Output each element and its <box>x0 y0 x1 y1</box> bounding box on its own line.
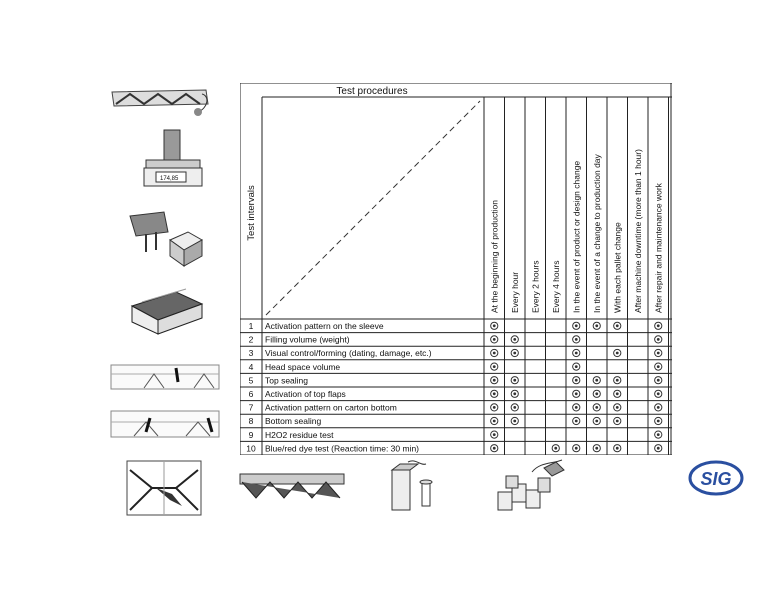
check-mark-dot <box>616 379 619 382</box>
check-mark-dot <box>493 406 496 409</box>
check-mark-dot <box>616 447 619 450</box>
row-label: Visual control/forming (dating, damage, etc.) <box>265 348 432 359</box>
row-label: Activation pattern on carton bottom <box>265 402 397 413</box>
carton-forming-illustration <box>128 210 204 268</box>
check-mark-dot <box>657 352 660 355</box>
check-mark-dot <box>513 392 516 395</box>
h2o2-test-illustration <box>390 458 440 514</box>
check-mark-dot <box>657 338 660 341</box>
check-mark-dot <box>493 324 496 327</box>
column-header: At the beginning of production <box>489 200 500 313</box>
check-mark-dot <box>493 379 496 382</box>
row-label: Bottom sealing <box>265 416 322 427</box>
side-label: Test intervals <box>246 185 257 241</box>
check-mark-dot <box>657 447 660 450</box>
check-mark-dot <box>595 447 598 450</box>
row-number: 2 <box>248 334 254 345</box>
check-mark-dot <box>493 392 496 395</box>
check-mark-dot <box>493 338 496 341</box>
top-flap-strip-illustration <box>110 362 220 392</box>
check-mark-dot <box>493 352 496 355</box>
check-mark-dot <box>513 420 516 423</box>
row-label: H2O2 residue test <box>265 429 334 440</box>
weighing-scale-illustration <box>142 128 206 190</box>
header-title: Test procedures <box>336 86 408 97</box>
check-mark-dot <box>595 420 598 423</box>
carton-top-illustration <box>128 288 204 336</box>
check-mark-dot <box>493 420 496 423</box>
row-label: Top sealing <box>265 375 309 386</box>
check-mark-dot <box>513 379 516 382</box>
scale-readout: 174,85 <box>160 176 179 182</box>
check-mark-dot <box>493 447 496 450</box>
check-mark-dot <box>513 338 516 341</box>
check-mark-dot <box>595 406 598 409</box>
row-number: 4 <box>248 361 254 372</box>
column-header: Every 2 hours <box>530 260 541 313</box>
check-mark-dot <box>657 365 660 368</box>
column-header: After machine downtime (more than 1 hour) <box>632 149 643 313</box>
column-header: Every hour <box>509 271 520 313</box>
check-mark-dot <box>657 392 660 395</box>
sleeve-strip-illustration <box>110 88 212 118</box>
check-mark-dot <box>493 365 496 368</box>
column-header: Every 4 hours <box>550 260 561 313</box>
row-number: 8 <box>248 416 254 427</box>
check-mark-dot <box>575 420 578 423</box>
column-header: In the event of a change to production day <box>591 154 602 313</box>
bottom-seal-detail-illustration <box>126 460 202 516</box>
row-number: 1 <box>248 321 254 331</box>
check-mark-dot <box>657 433 660 436</box>
test-procedures-table <box>240 83 672 455</box>
check-mark-dot <box>616 406 619 409</box>
row-number: 7 <box>248 402 254 413</box>
column-header: After repair and maintenance work <box>653 183 664 313</box>
column-header: With each pallet change <box>612 222 623 313</box>
check-mark-dot <box>595 324 598 327</box>
check-mark-dot <box>657 379 660 382</box>
row-label: Head space volume <box>265 361 341 372</box>
dye-test-illustration <box>492 458 574 514</box>
check-mark-dot <box>493 433 496 436</box>
check-mark-dot <box>595 392 598 395</box>
row-label: Activation of top flaps <box>265 389 346 399</box>
check-mark-dot <box>657 324 660 327</box>
check-mark-dot <box>616 352 619 355</box>
row-number: 5 <box>248 375 254 386</box>
check-mark-dot <box>657 406 660 409</box>
row-number: 6 <box>248 389 254 399</box>
column-header: In the event of product or design change <box>571 160 582 313</box>
check-mark-dot <box>616 420 619 423</box>
check-mark-dot <box>575 352 578 355</box>
sig-logo-text: SIG <box>700 469 732 489</box>
sig-logo <box>688 458 744 498</box>
row-number: 9 <box>248 429 254 440</box>
row-number: 3 <box>248 348 254 359</box>
diagonal-dashed-line <box>266 101 480 315</box>
check-mark-dot <box>575 324 578 327</box>
check-mark-dot <box>575 406 578 409</box>
row-label: Activation pattern on the sleeve <box>265 321 384 331</box>
check-mark-dot <box>595 379 598 382</box>
check-mark-dot <box>575 379 578 382</box>
row-number: 10 <box>246 443 256 454</box>
row-label: Filling volume (weight) <box>265 334 350 345</box>
check-mark-dot <box>616 392 619 395</box>
check-mark-dot <box>575 447 578 450</box>
check-mark-dot <box>554 447 557 450</box>
check-mark-dot <box>575 365 578 368</box>
check-mark-dot <box>657 420 660 423</box>
bottom-pattern-strip-illustration <box>110 408 220 440</box>
check-mark-dot <box>575 338 578 341</box>
row-label: Blue/red dye test (Reaction time: 30 min) <box>265 443 420 454</box>
check-mark-dot <box>616 324 619 327</box>
check-mark-dot <box>575 392 578 395</box>
check-mark-dot <box>513 352 516 355</box>
check-mark-dot <box>513 406 516 409</box>
sealed-tops-illustration <box>238 470 346 504</box>
